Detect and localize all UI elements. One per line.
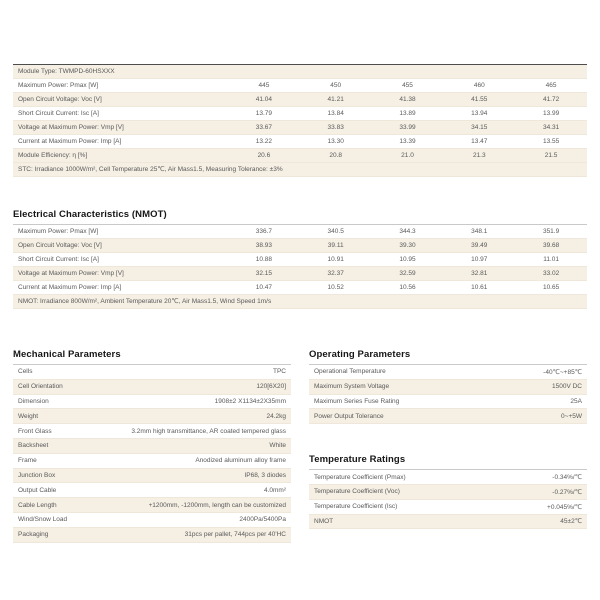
mechanical-section xyxy=(13,349,291,543)
param-label: Front Glass xyxy=(18,427,52,435)
row-label: Short Circuit Current: Isc [A] xyxy=(18,110,99,117)
param-value: 24.2kg xyxy=(266,412,286,420)
row-value: 455 xyxy=(402,82,413,89)
row-value: 32.81 xyxy=(471,270,488,277)
row-value: 460 xyxy=(473,82,485,89)
table-row xyxy=(13,395,291,410)
operating-title: Operating Parameters xyxy=(309,349,587,365)
param-value: 2400Pa/5400Pa xyxy=(239,516,286,524)
row-value: 10.56 xyxy=(399,284,416,291)
table-row xyxy=(309,395,587,410)
table-row xyxy=(13,483,291,498)
table-row xyxy=(13,79,587,93)
table-row xyxy=(309,500,587,515)
param-label: Maximum Series Fuse Rating xyxy=(314,397,400,405)
param-label: Operational Temperature xyxy=(314,368,386,376)
table-row xyxy=(13,469,291,484)
row-label: Voltage at Maximum Power: Vmp [V] xyxy=(18,270,124,277)
stc-table xyxy=(13,64,587,177)
table-row xyxy=(309,515,587,530)
module-type-row xyxy=(13,65,587,79)
row-value: 34.15 xyxy=(471,124,488,131)
table-row xyxy=(13,528,291,543)
param-value: 45±2℃ xyxy=(560,518,582,526)
row-value: 39.68 xyxy=(542,242,560,249)
param-label: Cable Length xyxy=(18,501,57,509)
table-row xyxy=(309,470,587,485)
row-label: Module Efficiency: η [%] xyxy=(18,152,88,159)
row-value: 336.7 xyxy=(255,228,273,235)
row-value: 41.55 xyxy=(471,96,488,103)
table-row xyxy=(13,267,587,281)
row-value: 32.15 xyxy=(255,270,273,277)
row-value: 10.91 xyxy=(327,256,344,263)
param-value: -0.27%/℃ xyxy=(552,488,582,496)
row-value: 39.11 xyxy=(327,242,344,249)
nmot-title: Electrical Characteristics (NMOT) xyxy=(13,209,587,225)
temperature-section xyxy=(309,454,587,529)
table-row xyxy=(13,253,587,267)
row-value: 41.04 xyxy=(255,96,273,103)
row-value: 20.8 xyxy=(329,152,343,159)
bottom-columns xyxy=(13,349,587,543)
stc-footnote: STC: Irradiance 1000W/m², Cell Temperature 25℃, Air Mass1.5, Measuring Tolerance: ±3% xyxy=(18,166,283,173)
param-label: Junction Box xyxy=(18,471,56,479)
row-value: 34.31 xyxy=(542,124,560,131)
row-value: 38.93 xyxy=(255,242,273,249)
param-value: IP68, 3 diodes xyxy=(244,471,286,479)
param-value: 0~+5W xyxy=(561,412,582,420)
table-row xyxy=(13,107,587,121)
table-row xyxy=(13,409,291,424)
table-row xyxy=(13,135,587,149)
mechanical-table xyxy=(13,365,291,543)
param-value: Anodized aluminum alloy frame xyxy=(195,457,286,465)
param-label: Wind/Snow Load xyxy=(18,516,68,524)
mechanical-title: Mechanical Parameters xyxy=(13,349,291,365)
table-row xyxy=(13,513,291,528)
table-row xyxy=(13,121,587,135)
param-value: 31pcs per pallet, 744pcs per 40'HC xyxy=(184,531,286,539)
row-value: 41.72 xyxy=(542,96,560,103)
row-value: 13.99 xyxy=(542,110,560,117)
param-label: Output Cable xyxy=(18,486,57,494)
table-row xyxy=(309,409,587,424)
row-value: 32.37 xyxy=(327,270,344,277)
row-value: 33.67 xyxy=(255,124,273,131)
table-row xyxy=(309,365,587,380)
param-label: Temperature Coefficient (Pmax) xyxy=(314,473,406,481)
param-value: 4.0mm² xyxy=(263,486,286,494)
table-row xyxy=(13,239,587,253)
row-label: Open Circuit Voltage: Voc [V] xyxy=(18,242,102,249)
row-value: 21.5 xyxy=(544,152,558,159)
stc-footnote-row xyxy=(13,163,587,177)
row-label: Current at Maximum Power: Imp [A] xyxy=(18,138,122,145)
nmot-table xyxy=(13,225,587,309)
row-value: 13.94 xyxy=(471,110,488,117)
row-value: 33.83 xyxy=(327,124,344,131)
row-value: 13.22 xyxy=(255,138,273,145)
row-value: 20.6 xyxy=(257,152,271,159)
param-label: Frame xyxy=(18,457,37,465)
param-value: White xyxy=(269,442,286,450)
row-value: 10.97 xyxy=(471,256,488,263)
param-label: Temperature Coefficient (Voc) xyxy=(314,488,400,496)
row-value: 13.30 xyxy=(327,138,344,145)
row-value: 13.39 xyxy=(399,138,416,145)
param-value: 120[6X20] xyxy=(256,383,286,391)
row-label: Open Circuit Voltage: Voc [V] xyxy=(18,96,102,103)
row-value: 10.95 xyxy=(399,256,416,263)
param-label: Cell Orientation xyxy=(18,383,63,391)
row-value: 21.0 xyxy=(401,152,414,159)
row-value: 39.49 xyxy=(471,242,488,249)
row-label: Current at Maximum Power: Imp [A] xyxy=(18,284,122,291)
param-label: Packaging xyxy=(18,531,49,539)
row-value: 348.1 xyxy=(471,228,488,235)
nmot-section xyxy=(13,209,587,309)
param-value: 25A xyxy=(570,397,582,405)
param-label: Weight xyxy=(18,412,39,420)
row-value: 13.47 xyxy=(471,138,488,145)
row-value: 13.55 xyxy=(542,138,560,145)
row-value: 340.5 xyxy=(327,228,344,235)
table-row xyxy=(13,365,291,380)
row-value: 21.3 xyxy=(472,152,486,159)
row-label: Short Circuit Current: Isc [A] xyxy=(18,256,99,263)
table-row xyxy=(13,439,291,454)
row-value: 13.79 xyxy=(255,110,273,117)
row-value: 41.38 xyxy=(399,96,416,103)
param-value: +1200mm, -1200mm, length can be customized xyxy=(148,501,286,509)
row-label: Maximum Power: Pmax [W] xyxy=(18,228,99,235)
param-value: TPC xyxy=(273,368,286,376)
temperature-table xyxy=(309,470,587,529)
param-value: -40℃~+85℃ xyxy=(543,368,582,376)
operating-section xyxy=(309,349,587,424)
row-value: 41.21 xyxy=(327,96,344,103)
row-value: 351.9 xyxy=(542,228,560,235)
row-label: Voltage at Maximum Power: Vmp [V] xyxy=(18,124,124,131)
nmot-footnote-row xyxy=(13,295,587,309)
row-value: 450 xyxy=(330,82,342,89)
row-value: 10.88 xyxy=(255,256,273,263)
nmot-footnote: NMOT: Irradiance 800W/m², Ambient Temperature 20℃, Air Mass1.5, Wind Speed 1m/s xyxy=(18,298,272,305)
operating-table xyxy=(309,365,587,424)
row-value: 445 xyxy=(258,82,270,89)
table-row xyxy=(309,380,587,395)
row-value: 10.52 xyxy=(327,284,344,291)
row-value: 13.84 xyxy=(327,110,344,117)
row-value: 465 xyxy=(545,82,557,89)
row-value: 10.47 xyxy=(255,284,273,291)
param-value: 1908±2 X1134±2X35mm xyxy=(214,397,286,405)
module-type-label: Module Type: TWMPD-60HSXXX xyxy=(18,68,115,75)
temperature-title: Temperature Ratings xyxy=(309,454,587,470)
table-row xyxy=(13,225,587,239)
row-value: 33.99 xyxy=(399,124,416,131)
row-value: 344.3 xyxy=(399,228,416,235)
row-label: Maximum Power: Pmax [W] xyxy=(18,82,99,89)
table-row xyxy=(13,454,291,469)
param-label: Temperature Coefficient (Isc) xyxy=(314,503,398,511)
row-value: 39.30 xyxy=(399,242,416,249)
table-row xyxy=(309,485,587,500)
table-row xyxy=(13,424,291,439)
table-row xyxy=(13,380,291,395)
row-value: 10.61 xyxy=(471,284,488,291)
table-row xyxy=(13,149,587,163)
param-value: +0.045%/℃ xyxy=(547,503,582,511)
param-label: NMOT xyxy=(314,517,334,525)
table-row xyxy=(13,281,587,295)
right-column xyxy=(309,349,587,543)
param-value: -0.34%/℃ xyxy=(552,474,582,482)
param-value: 1500V DC xyxy=(552,383,582,391)
row-value: 11.01 xyxy=(543,256,559,263)
row-value: 33.02 xyxy=(542,270,560,277)
param-label: Power Output Tolerance xyxy=(314,412,384,420)
param-label: Cells xyxy=(18,368,33,376)
row-value: 10.65 xyxy=(542,284,560,291)
row-value: 13.89 xyxy=(399,110,416,117)
table-row xyxy=(13,498,291,513)
stc-section xyxy=(13,64,587,177)
param-label: Maximum System Voltage xyxy=(314,383,390,391)
row-value: 32.59 xyxy=(399,270,416,277)
param-label: Dimension xyxy=(18,397,49,405)
table-row xyxy=(13,93,587,107)
param-label: Backsheet xyxy=(18,442,49,450)
param-value: 3.2mm high transmittance, AR coated tempered glass xyxy=(131,427,286,435)
